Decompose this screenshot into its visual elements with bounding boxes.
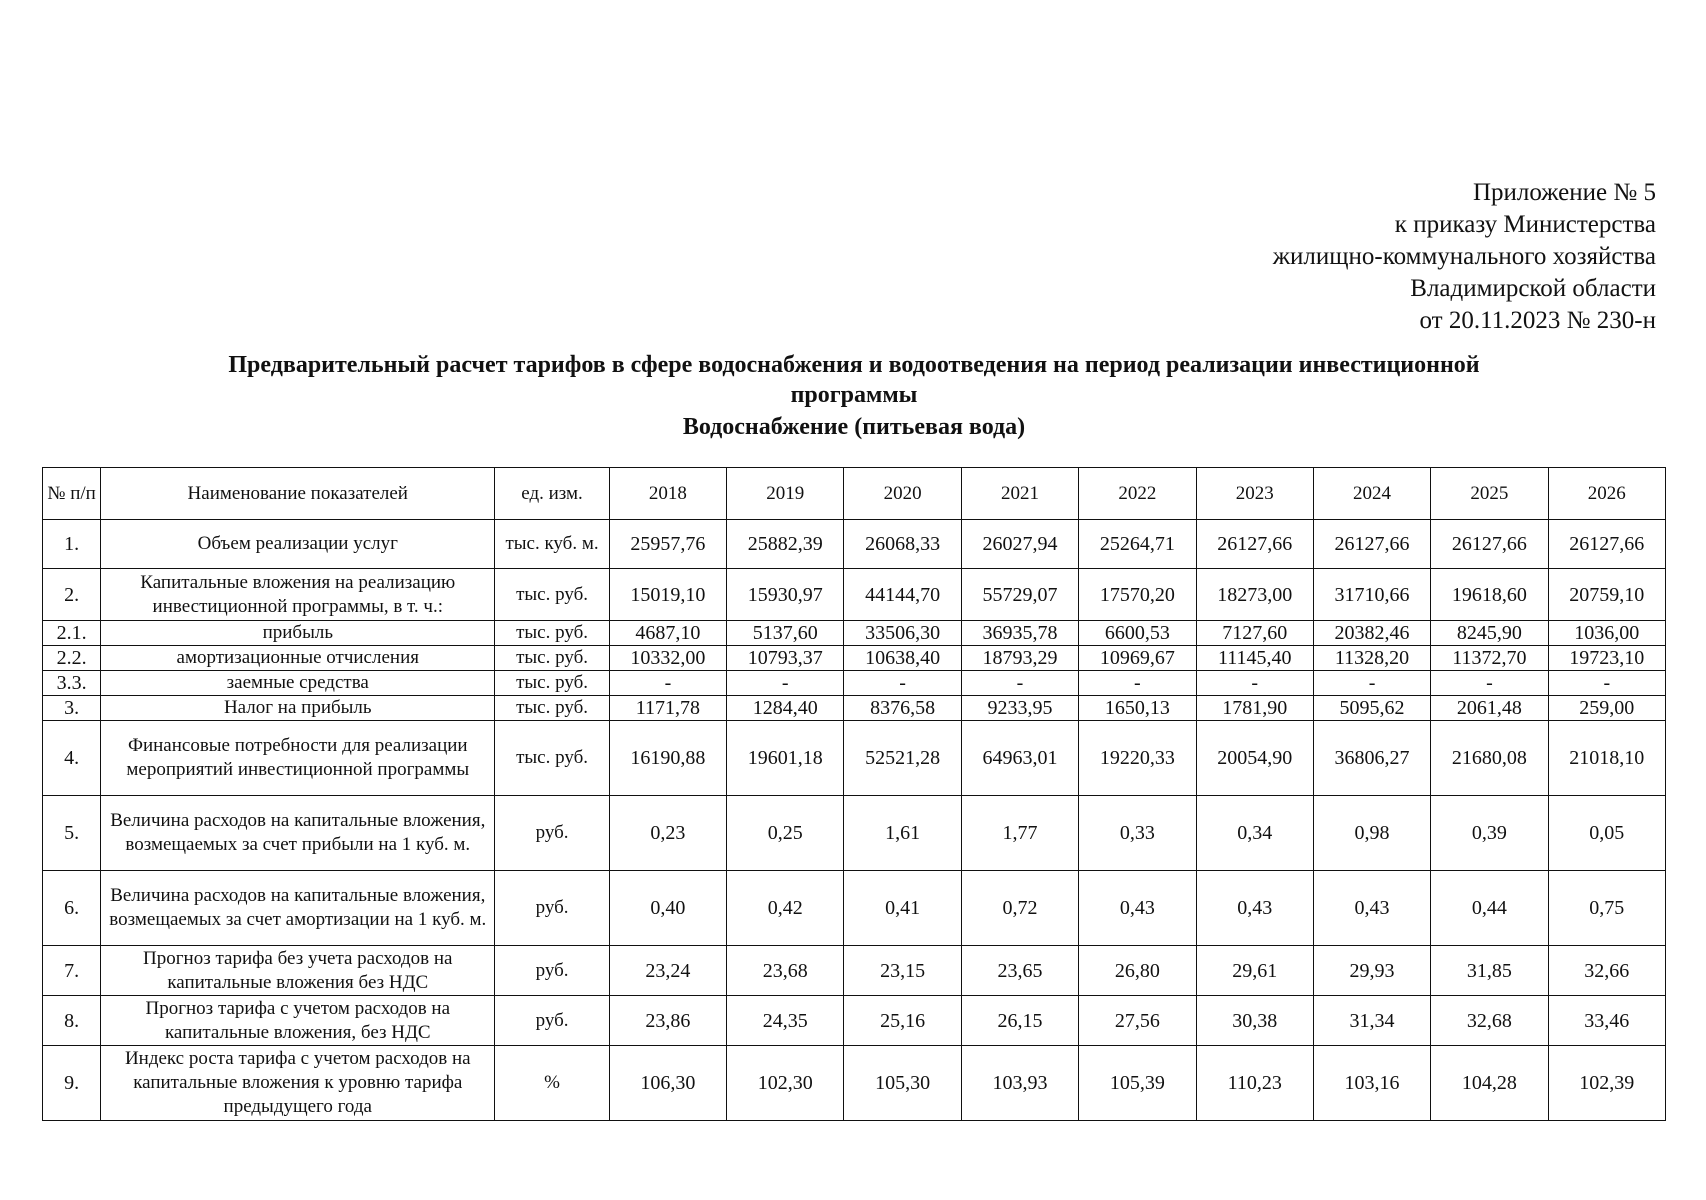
row-num: 2. xyxy=(43,569,101,621)
row-value: 25,16 xyxy=(844,996,961,1046)
row-num: 5. xyxy=(43,796,101,871)
row-value: 8245,90 xyxy=(1431,621,1548,646)
row-value: 15019,10 xyxy=(609,569,726,621)
row-num: 6. xyxy=(43,871,101,946)
title-line-1: Предварительный расчет тарифов в сфере водоснабжения и водоотведения на период реализации инвестиционной xyxy=(228,352,1480,378)
row-value: 21018,10 xyxy=(1548,721,1665,796)
row-value: 0,23 xyxy=(609,796,726,871)
row-num: 3. xyxy=(43,696,101,721)
row-num: 2.2. xyxy=(43,646,101,671)
row-value: - xyxy=(844,671,961,696)
table-header-row xyxy=(43,468,1666,520)
row-value: 0,43 xyxy=(1079,871,1196,946)
row-value: 0,44 xyxy=(1431,871,1548,946)
table-row xyxy=(43,1046,1666,1121)
row-name: заемные средства xyxy=(101,671,495,696)
row-num: 8. xyxy=(43,996,101,1046)
row-value: 19723,10 xyxy=(1548,646,1665,671)
row-value: 4687,10 xyxy=(609,621,726,646)
row-value: 26127,66 xyxy=(1548,520,1665,569)
row-value: 2061,48 xyxy=(1431,696,1548,721)
row-value: 31,85 xyxy=(1431,946,1548,996)
appendix-line: Приложение № 5 xyxy=(1472,179,1656,206)
row-name: Капитальные вложения на реализацию инвестиционной программы, в т. ч.: xyxy=(101,569,495,621)
row-value: - xyxy=(1313,671,1430,696)
row-value: 102,30 xyxy=(727,1046,844,1121)
row-value: 25957,76 xyxy=(609,520,726,569)
row-value: 1,77 xyxy=(961,796,1078,871)
table-row xyxy=(43,946,1666,996)
row-value: 0,39 xyxy=(1431,796,1548,871)
row-value: 36935,78 xyxy=(961,621,1078,646)
row-value: 20382,46 xyxy=(1313,621,1430,646)
row-name: Величина расходов на капитальные вложения, возмещаемых за счет прибыли на 1 куб. м. xyxy=(101,796,495,871)
row-value: 1036,00 xyxy=(1548,621,1665,646)
header-year: 2022 xyxy=(1079,468,1196,520)
header-unit: ед. изм. xyxy=(495,468,609,520)
row-value: 21680,08 xyxy=(1431,721,1548,796)
row-value: 32,66 xyxy=(1548,946,1665,996)
appendix-line: от 20.11.2023 № 230-н xyxy=(1419,307,1656,334)
row-num: 1. xyxy=(43,520,101,569)
header-year: 2025 xyxy=(1431,468,1548,520)
row-value: 10969,67 xyxy=(1079,646,1196,671)
row-value: 23,15 xyxy=(844,946,961,996)
row-num: 9. xyxy=(43,1046,101,1121)
row-value: 44144,70 xyxy=(844,569,961,621)
row-value: 26,80 xyxy=(1079,946,1196,996)
row-value: 5095,62 xyxy=(1313,696,1430,721)
header-name: Наименование показателей xyxy=(101,468,495,520)
row-unit: руб. xyxy=(495,796,609,871)
row-unit: % xyxy=(495,1046,609,1121)
table-row xyxy=(43,721,1666,796)
row-value: - xyxy=(609,671,726,696)
row-unit: руб. xyxy=(495,871,609,946)
header-year: 2024 xyxy=(1313,468,1430,520)
row-num: 2.1. xyxy=(43,621,101,646)
row-value: 20759,10 xyxy=(1548,569,1665,621)
row-value: 0,75 xyxy=(1548,871,1665,946)
row-value: 1,61 xyxy=(844,796,961,871)
table-body xyxy=(43,520,1666,1121)
header-year: 2020 xyxy=(844,468,961,520)
row-value: 104,28 xyxy=(1431,1046,1548,1121)
row-value: 17570,20 xyxy=(1079,569,1196,621)
table-row xyxy=(43,671,1666,696)
row-unit: тыс. руб. xyxy=(495,696,609,721)
row-value: 102,39 xyxy=(1548,1046,1665,1121)
table-row xyxy=(43,520,1666,569)
row-value: - xyxy=(1548,671,1665,696)
row-name: прибыль xyxy=(101,621,495,646)
row-unit: руб. xyxy=(495,996,609,1046)
row-value: 26,15 xyxy=(961,996,1078,1046)
header-year: 2019 xyxy=(727,468,844,520)
row-value: 8376,58 xyxy=(844,696,961,721)
row-value: 0,43 xyxy=(1313,871,1430,946)
row-value: 10793,37 xyxy=(727,646,844,671)
row-value: 6600,53 xyxy=(1079,621,1196,646)
row-value: 32,68 xyxy=(1431,996,1548,1046)
row-value: 64963,01 xyxy=(961,721,1078,796)
table-row xyxy=(43,696,1666,721)
row-value: 26027,94 xyxy=(961,520,1078,569)
row-unit: тыс. руб. xyxy=(495,671,609,696)
table-row xyxy=(43,796,1666,871)
row-unit: тыс. руб. xyxy=(495,621,609,646)
row-value: 0,25 xyxy=(727,796,844,871)
row-value: 0,41 xyxy=(844,871,961,946)
row-value: 0,40 xyxy=(609,871,726,946)
row-value: 0,72 xyxy=(961,871,1078,946)
row-value: 15930,97 xyxy=(727,569,844,621)
row-value: 27,56 xyxy=(1079,996,1196,1046)
row-value: 26127,66 xyxy=(1196,520,1313,569)
row-value: 30,38 xyxy=(1196,996,1313,1046)
row-value: 106,30 xyxy=(609,1046,726,1121)
row-value: 26127,66 xyxy=(1313,520,1430,569)
row-value: 259,00 xyxy=(1548,696,1665,721)
row-name: Налог на прибыль xyxy=(101,696,495,721)
row-value: 11372,70 xyxy=(1431,646,1548,671)
table-row xyxy=(43,996,1666,1046)
row-value: 110,23 xyxy=(1196,1046,1313,1121)
appendix-line: жилищно-коммунального хозяйства xyxy=(1272,243,1656,270)
row-value: 103,16 xyxy=(1313,1046,1430,1121)
row-name: Прогноз тарифа без учета расходов на капитальные вложения без НДС xyxy=(101,946,495,996)
row-value: 23,65 xyxy=(961,946,1078,996)
row-name: Объем реализации услуг xyxy=(101,520,495,569)
row-value: 18273,00 xyxy=(1196,569,1313,621)
row-name: Прогноз тарифа с учетом расходов на капитальные вложения, без НДС xyxy=(101,996,495,1046)
row-value: 33,46 xyxy=(1548,996,1665,1046)
document-title xyxy=(40,350,1668,442)
row-value: 31,34 xyxy=(1313,996,1430,1046)
row-value: 19220,33 xyxy=(1079,721,1196,796)
row-value: 0,34 xyxy=(1196,796,1313,871)
row-value: 26127,66 xyxy=(1431,520,1548,569)
header-year: 2018 xyxy=(609,468,726,520)
appendix-line: к приказу Министерства xyxy=(1394,211,1656,238)
row-value: - xyxy=(727,671,844,696)
row-name: Финансовые потребности для реализации мероприятий инвестиционной программы xyxy=(101,721,495,796)
table-row xyxy=(43,871,1666,946)
document-subtitle: Водоснабжение (питьевая вода) xyxy=(682,414,1026,440)
row-value: 26068,33 xyxy=(844,520,961,569)
row-value: 11328,20 xyxy=(1313,646,1430,671)
header-year: 2023 xyxy=(1196,468,1313,520)
row-value: 7127,60 xyxy=(1196,621,1313,646)
row-unit: руб. xyxy=(495,946,609,996)
row-value: 1171,78 xyxy=(609,696,726,721)
row-name: Величина расходов на капитальные вложения, возмещаемых за счет амортизации на 1 куб. м. xyxy=(101,871,495,946)
table-row xyxy=(43,569,1666,621)
row-value: 25264,71 xyxy=(1079,520,1196,569)
row-value: 31710,66 xyxy=(1313,569,1430,621)
row-value: 19618,60 xyxy=(1431,569,1548,621)
row-value: 25882,39 xyxy=(727,520,844,569)
row-value: 1650,13 xyxy=(1079,696,1196,721)
row-value: 55729,07 xyxy=(961,569,1078,621)
row-value: 36806,27 xyxy=(1313,721,1430,796)
header-year: 2021 xyxy=(961,468,1078,520)
row-value: 29,61 xyxy=(1196,946,1313,996)
row-value: 23,68 xyxy=(727,946,844,996)
row-unit: тыс. руб. xyxy=(495,646,609,671)
row-value: 1284,40 xyxy=(727,696,844,721)
tariff-table xyxy=(42,467,1666,1121)
row-value: 11145,40 xyxy=(1196,646,1313,671)
table-row xyxy=(43,646,1666,671)
row-num: 7. xyxy=(43,946,101,996)
row-value: - xyxy=(961,671,1078,696)
row-value: 10638,40 xyxy=(844,646,961,671)
row-value: 23,24 xyxy=(609,946,726,996)
row-value: 33506,30 xyxy=(844,621,961,646)
appendix-line: Владимирской области xyxy=(1410,275,1656,302)
row-value: 29,93 xyxy=(1313,946,1430,996)
row-value: - xyxy=(1079,671,1196,696)
row-unit: тыс. руб. xyxy=(495,721,609,796)
row-value: 0,98 xyxy=(1313,796,1430,871)
row-value: 1781,90 xyxy=(1196,696,1313,721)
row-value: 0,43 xyxy=(1196,871,1313,946)
header-year: 2026 xyxy=(1548,468,1665,520)
appendix-header xyxy=(1273,177,1656,337)
header-num: № п/п xyxy=(43,468,101,520)
row-name: Индекс роста тарифа с учетом расходов на капитальные вложения к уровню тарифа предыдущего года xyxy=(101,1046,495,1121)
table-row xyxy=(43,621,1666,646)
row-value: 52521,28 xyxy=(844,721,961,796)
row-name: амортизационные отчисления xyxy=(101,646,495,671)
row-unit: тыс. куб. м. xyxy=(495,520,609,569)
row-value: 103,93 xyxy=(961,1046,1078,1121)
row-value: 23,86 xyxy=(609,996,726,1046)
row-value: 18793,29 xyxy=(961,646,1078,671)
row-value: 20054,90 xyxy=(1196,721,1313,796)
title-line-2: программы xyxy=(790,382,918,408)
row-num: 4. xyxy=(43,721,101,796)
row-unit: тыс. руб. xyxy=(495,569,609,621)
row-value: 9233,95 xyxy=(961,696,1078,721)
row-value: - xyxy=(1431,671,1548,696)
row-value: 105,39 xyxy=(1079,1046,1196,1121)
row-value: 16190,88 xyxy=(609,721,726,796)
row-value: 24,35 xyxy=(727,996,844,1046)
row-num: 3.3. xyxy=(43,671,101,696)
row-value: 105,30 xyxy=(844,1046,961,1121)
row-value: 5137,60 xyxy=(727,621,844,646)
row-value: - xyxy=(1196,671,1313,696)
row-value: 0,05 xyxy=(1548,796,1665,871)
row-value: 19601,18 xyxy=(727,721,844,796)
row-value: 0,33 xyxy=(1079,796,1196,871)
row-value: 10332,00 xyxy=(609,646,726,671)
row-value: 0,42 xyxy=(727,871,844,946)
